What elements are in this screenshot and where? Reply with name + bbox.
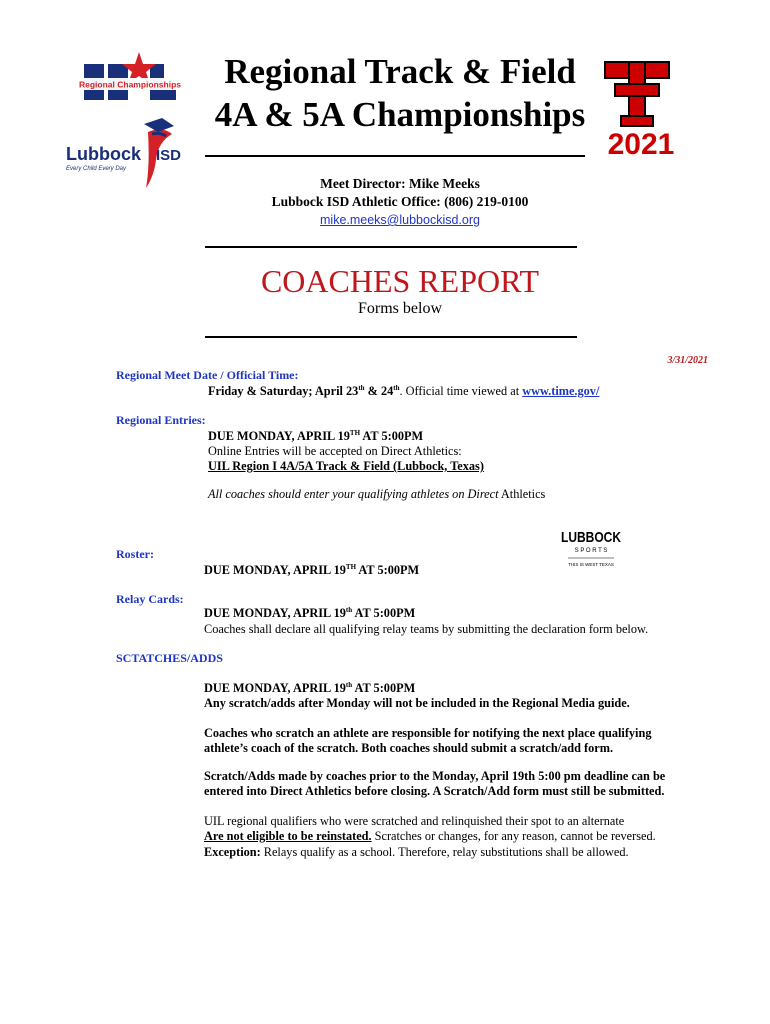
meet-date-line: Friday & Saturday; April 23th & 24th. Official time viewed at www.time.gov/: [208, 383, 600, 398]
entries-note: All coaches should enter your qualifying athletes on Direct Athletics: [208, 487, 546, 501]
lisd-tagline: Every Child Every Day: [66, 166, 127, 172]
lubbock-sports-sub: S P O R T S: [574, 548, 608, 554]
report-date: 3/31/2021: [667, 355, 708, 366]
meet-director: Meet Director: Mike Meeks: [320, 176, 480, 191]
divider: [205, 155, 585, 157]
scratches-p2-line2: athlete’s coach of the scratch. Both coaches should submit a scratch/add form.: [204, 741, 614, 755]
scratches-label: SCTATCHES/ADDS: [116, 651, 223, 665]
relay-label: Relay Cards:: [116, 592, 184, 606]
scratches-p4-line1: UIL regional qualifiers who were scratched and relinquished their spot to an alternate: [204, 814, 625, 828]
entries-meet-name: UIL Region I 4A/5A Track & Field (Lubbock, Texas): [208, 459, 484, 473]
relay-due: DUE MONDAY, APRIL 19th AT 5:00PM: [204, 605, 416, 620]
title-line-1: Regional Track & Field: [224, 52, 576, 91]
uil-logo: [80, 50, 180, 116]
roster-label: Roster:: [116, 547, 154, 561]
scratches-p3-line1: Scratch/Adds made by coaches prior to the Monday, April 19th 5:00 pm deadline can be: [204, 769, 666, 783]
scratches-p4-line3: Exception: Relays qualify as a school. Therefore, relay substitutions shall be allowed.: [204, 845, 629, 859]
lisd-name: Lubbock: [66, 144, 141, 164]
scratches-p1: Any scratch/adds after Monday will not be included in the Regional Media guide.: [204, 696, 630, 710]
uil-label: Regional Championships: [78, 79, 182, 90]
scratches-due: DUE MONDAY, APRIL 19th AT 5:00PM: [204, 680, 416, 695]
divider: [205, 246, 577, 248]
entries-label: Regional Entries:: [116, 413, 206, 427]
scratches-p3-line2: entered into Direct Athletics before closing. A Scratch/Add form must still be submitted.: [204, 784, 665, 798]
report-subheading: Forms below: [358, 300, 442, 317]
title-line-2: 4A & 5A Championships: [214, 95, 586, 134]
divider: [205, 336, 577, 338]
roster-due: DUE MONDAY, APRIL 19TH AT 5:00PM: [204, 562, 420, 577]
lubbock-sports-logo: [556, 524, 626, 569]
scratches-p4-line2: Are not eligible to be reinstated. Scratches or changes, for any reason, cannot be reversed.: [204, 829, 656, 843]
lubbock-isd-logo: [62, 116, 182, 194]
lisd-isd: ISD: [156, 147, 182, 164]
lubbock-sports-tag: THIS IS WEST TEXAS: [568, 562, 614, 567]
tt-year: 2021: [607, 128, 675, 161]
entries-line-2: Online Entries will be accepted on Direct Athletics:: [208, 444, 462, 458]
entries-due: DUE MONDAY, APRIL 19TH AT 5:00PM: [208, 428, 424, 443]
email-link[interactable]: mike.meeks@lubbockisd.org: [320, 213, 480, 227]
lubbock-sports-name: LUBBOCK: [561, 529, 622, 546]
time-gov-link[interactable]: www.time.gov/: [522, 384, 600, 398]
report-heading: COACHES REPORT: [260, 263, 540, 299]
relay-line-2: Coaches shall declare all qualifying relay teams by submitting the declaration form below.: [204, 622, 649, 636]
office-phone: Lubbock ISD Athletic Office: (806) 219-0100: [271, 194, 529, 209]
meet-date-label: Regional Meet Date / Official Time:: [116, 368, 299, 382]
scratches-p2-line1: Coaches who scratch an athlete are responsible for notifying the next place qualifying: [204, 726, 652, 740]
